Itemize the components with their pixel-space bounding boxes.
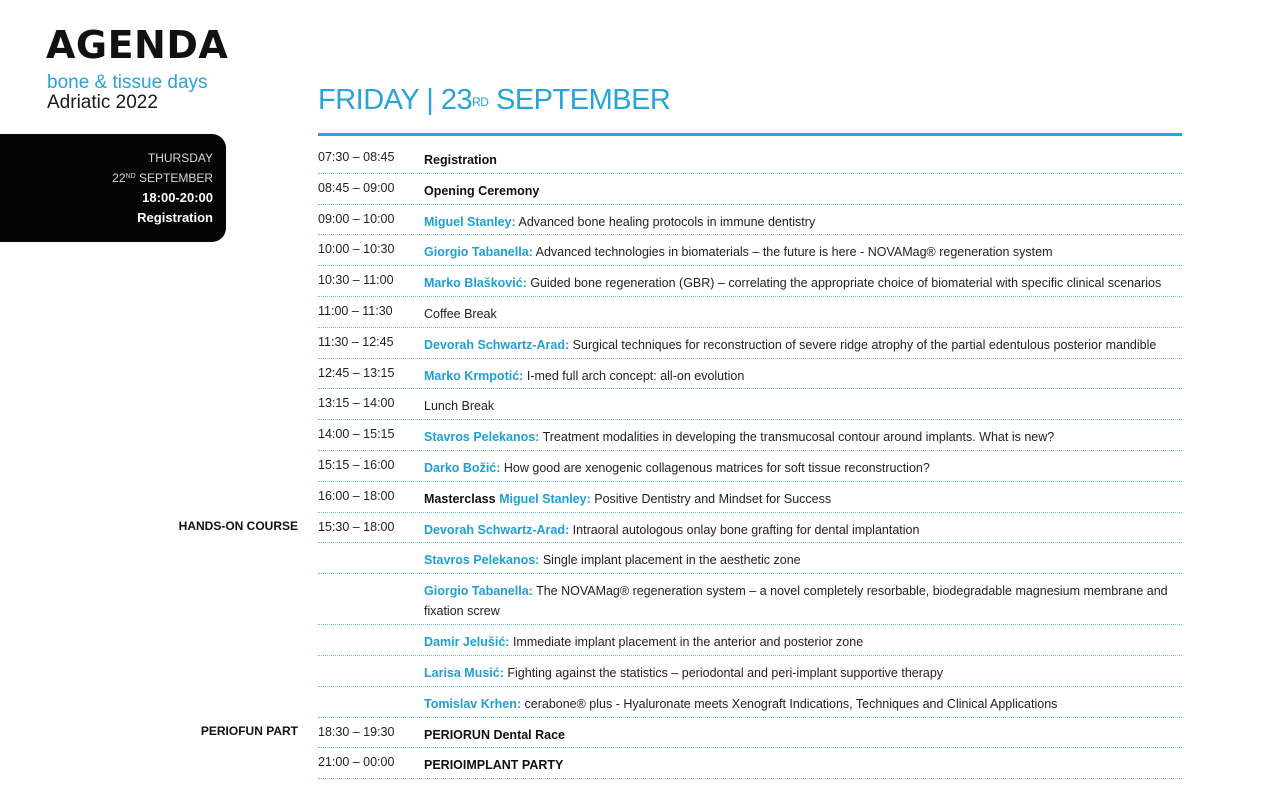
session-description <box>424 581 1184 621</box>
thursday-day: THURSDAY <box>147 151 213 165</box>
schedule-row <box>0 204 1264 235</box>
session-topic: The NOVAMag® regeneration system – a novel completely resorbable, biodegradable magnesium membrane and fixation screw <box>424 584 1168 619</box>
friday-heading <box>318 82 670 118</box>
session-description <box>424 632 1184 652</box>
session-description <box>424 489 1184 509</box>
session-description <box>424 150 1184 170</box>
schedule-row <box>0 686 1264 717</box>
session-time: 11:30 – 12:45 <box>318 334 394 349</box>
schedule-row <box>0 265 1264 296</box>
schedule-row <box>0 512 1264 543</box>
session-time: 07:30 – 08:45 <box>318 150 395 164</box>
schedule-row <box>0 234 1264 265</box>
session-topic: Surgical techniques for reconstruction of severe ridge atrophy of the partial edentulous posterior mandible <box>572 337 1157 352</box>
event-subtitle: bone & tissue days <box>47 72 208 93</box>
section-label: HANDS-ON COURSE <box>178 518 298 533</box>
schedule-row <box>0 388 1264 419</box>
header-divider <box>318 133 1182 136</box>
session-time: 15:15 – 16:00 <box>318 457 395 472</box>
session-time: 15:30 – 18:00 <box>318 519 395 534</box>
session-topic: Coffee Break <box>424 306 497 321</box>
speaker-name: Giorgio Tabanella: <box>424 584 533 599</box>
session-topic: Immediate implant placement in the anterior and posterior zone <box>512 635 864 650</box>
thursday-date-number: 22 <box>112 171 126 185</box>
schedule-row <box>0 358 1264 389</box>
session-title: Masterclass <box>424 491 496 506</box>
session-description <box>424 304 1184 324</box>
session-time: 18:30 – 19:30 <box>318 724 395 739</box>
speaker-name: Devorah Schwartz-Arad: <box>424 522 570 537</box>
event-edition: Adriatic 2022 <box>47 92 158 113</box>
session-description <box>424 335 1184 355</box>
session-time: 11:00 – 11:30 <box>318 303 393 318</box>
session-description <box>424 694 1184 714</box>
speaker-name: Marko Blašković: <box>424 276 527 291</box>
session-time: 08:45 – 09:00 <box>318 180 395 195</box>
session-description <box>424 181 1184 201</box>
speaker-name: Stavros Pelekanos: <box>424 553 540 568</box>
thursday-event: Registration <box>137 210 213 225</box>
session-description <box>424 366 1184 386</box>
session-topic: Advanced technologies in biomaterials – the future is here - NOVAMag® regeneration system <box>535 245 1053 260</box>
session-topic: Single implant placement in the aesthetic zone <box>542 553 801 568</box>
speaker-name: Damir Jelušić: <box>424 635 510 650</box>
session-topic: Treatment modalities in developing the transmucosal contour around implants. What is new? <box>542 430 1055 445</box>
schedule-row <box>0 655 1264 686</box>
session-description <box>424 212 1184 232</box>
schedule-row <box>0 717 1264 748</box>
session-topic: I-med full arch concept: all-on evolution <box>526 368 745 383</box>
schedule-table <box>0 142 1264 778</box>
schedule-row <box>0 747 1264 778</box>
speaker-name: Stavros Pelekanos: <box>424 430 540 445</box>
friday-month: SEPTEMBER <box>495 84 671 116</box>
schedule-row <box>0 142 1264 173</box>
session-description <box>424 396 1184 416</box>
thursday-time: 18:00-20:00 <box>142 190 213 205</box>
session-description <box>424 427 1184 447</box>
speaker-name: Darko Božić: <box>424 460 501 475</box>
speaker-name: Devorah Schwartz-Arad: <box>424 337 570 352</box>
friday-date-suffix: RD <box>472 95 489 109</box>
speaker-name: Giorgio Tabanella: <box>424 245 533 260</box>
schedule-row <box>0 450 1264 481</box>
session-topic: Intraoral autologous onlay bone grafting for dental implantation <box>572 522 920 537</box>
session-time: 09:00 – 10:00 <box>318 211 395 226</box>
speaker-name: Miguel Stanley: <box>424 214 516 229</box>
session-time: 10:00 – 10:30 <box>318 242 395 257</box>
session-time: 12:45 – 13:15 <box>318 365 395 380</box>
session-title: PERIORUN Dental Race <box>424 727 566 742</box>
session-topic: Lunch Break <box>424 399 495 414</box>
session-topic: cerabone® plus - Hyaluronate meets Xenograft Indications, Techniques and Clinical Applications <box>524 696 1058 711</box>
session-title: Registration <box>424 153 497 167</box>
session-time: 21:00 – 00:00 <box>318 755 395 770</box>
speaker-name: Larisa Musić: <box>424 665 504 680</box>
session-title: Opening Ceremony <box>424 183 540 198</box>
session-time: 14:00 – 15:15 <box>318 427 395 442</box>
friday-day-label: FRIDAY | 23 <box>318 84 473 116</box>
session-topic: Advanced bone healing protocols in immune dentistry <box>518 214 816 229</box>
session-time: 16:00 – 18:00 <box>318 488 395 503</box>
session-topic: Guided bone regeneration (GBR) – correlating the appropriate choice of biomaterial with specific clinical scenarios <box>530 276 1162 291</box>
schedule-row <box>0 419 1264 450</box>
schedule-row <box>0 327 1264 358</box>
thursday-date-suffix: ND <box>125 173 136 180</box>
schedule-row <box>0 173 1264 204</box>
schedule-row <box>0 573 1264 624</box>
session-time: 10:30 – 11:00 <box>318 273 394 288</box>
speaker-name: Marko Krmpotić: <box>424 368 524 383</box>
session-description <box>424 242 1184 262</box>
page-title: AGENDA <box>46 23 229 67</box>
session-description <box>424 458 1184 478</box>
session-description <box>424 663 1184 683</box>
session-topic: Fighting against the statistics – periodontal and peri-implant supportive therapy <box>507 665 944 680</box>
session-topic: Positive Dentistry and Mindset for Success <box>594 491 832 506</box>
section-label: PERIOFUN PART <box>200 723 298 738</box>
session-description <box>424 273 1184 293</box>
session-title: PERIOIMPLANT PARTY <box>424 758 564 773</box>
session-time: 13:15 – 14:00 <box>318 396 395 411</box>
session-topic: How good are xenogenic collagenous matrices for soft tissue reconstruction? <box>503 460 930 475</box>
schedule-row <box>0 481 1264 512</box>
session-description <box>424 755 1184 775</box>
thursday-date-month: SEPTEMBER <box>138 171 213 185</box>
schedule-row <box>0 542 1264 573</box>
speaker-name: Miguel Stanley: <box>499 491 591 506</box>
session-description <box>424 725 1184 745</box>
speaker-name: Tomislav Krhen: <box>424 696 522 711</box>
session-description <box>424 520 1184 540</box>
schedule-row <box>0 296 1264 327</box>
schedule-row <box>0 624 1264 655</box>
session-description <box>424 550 1184 570</box>
